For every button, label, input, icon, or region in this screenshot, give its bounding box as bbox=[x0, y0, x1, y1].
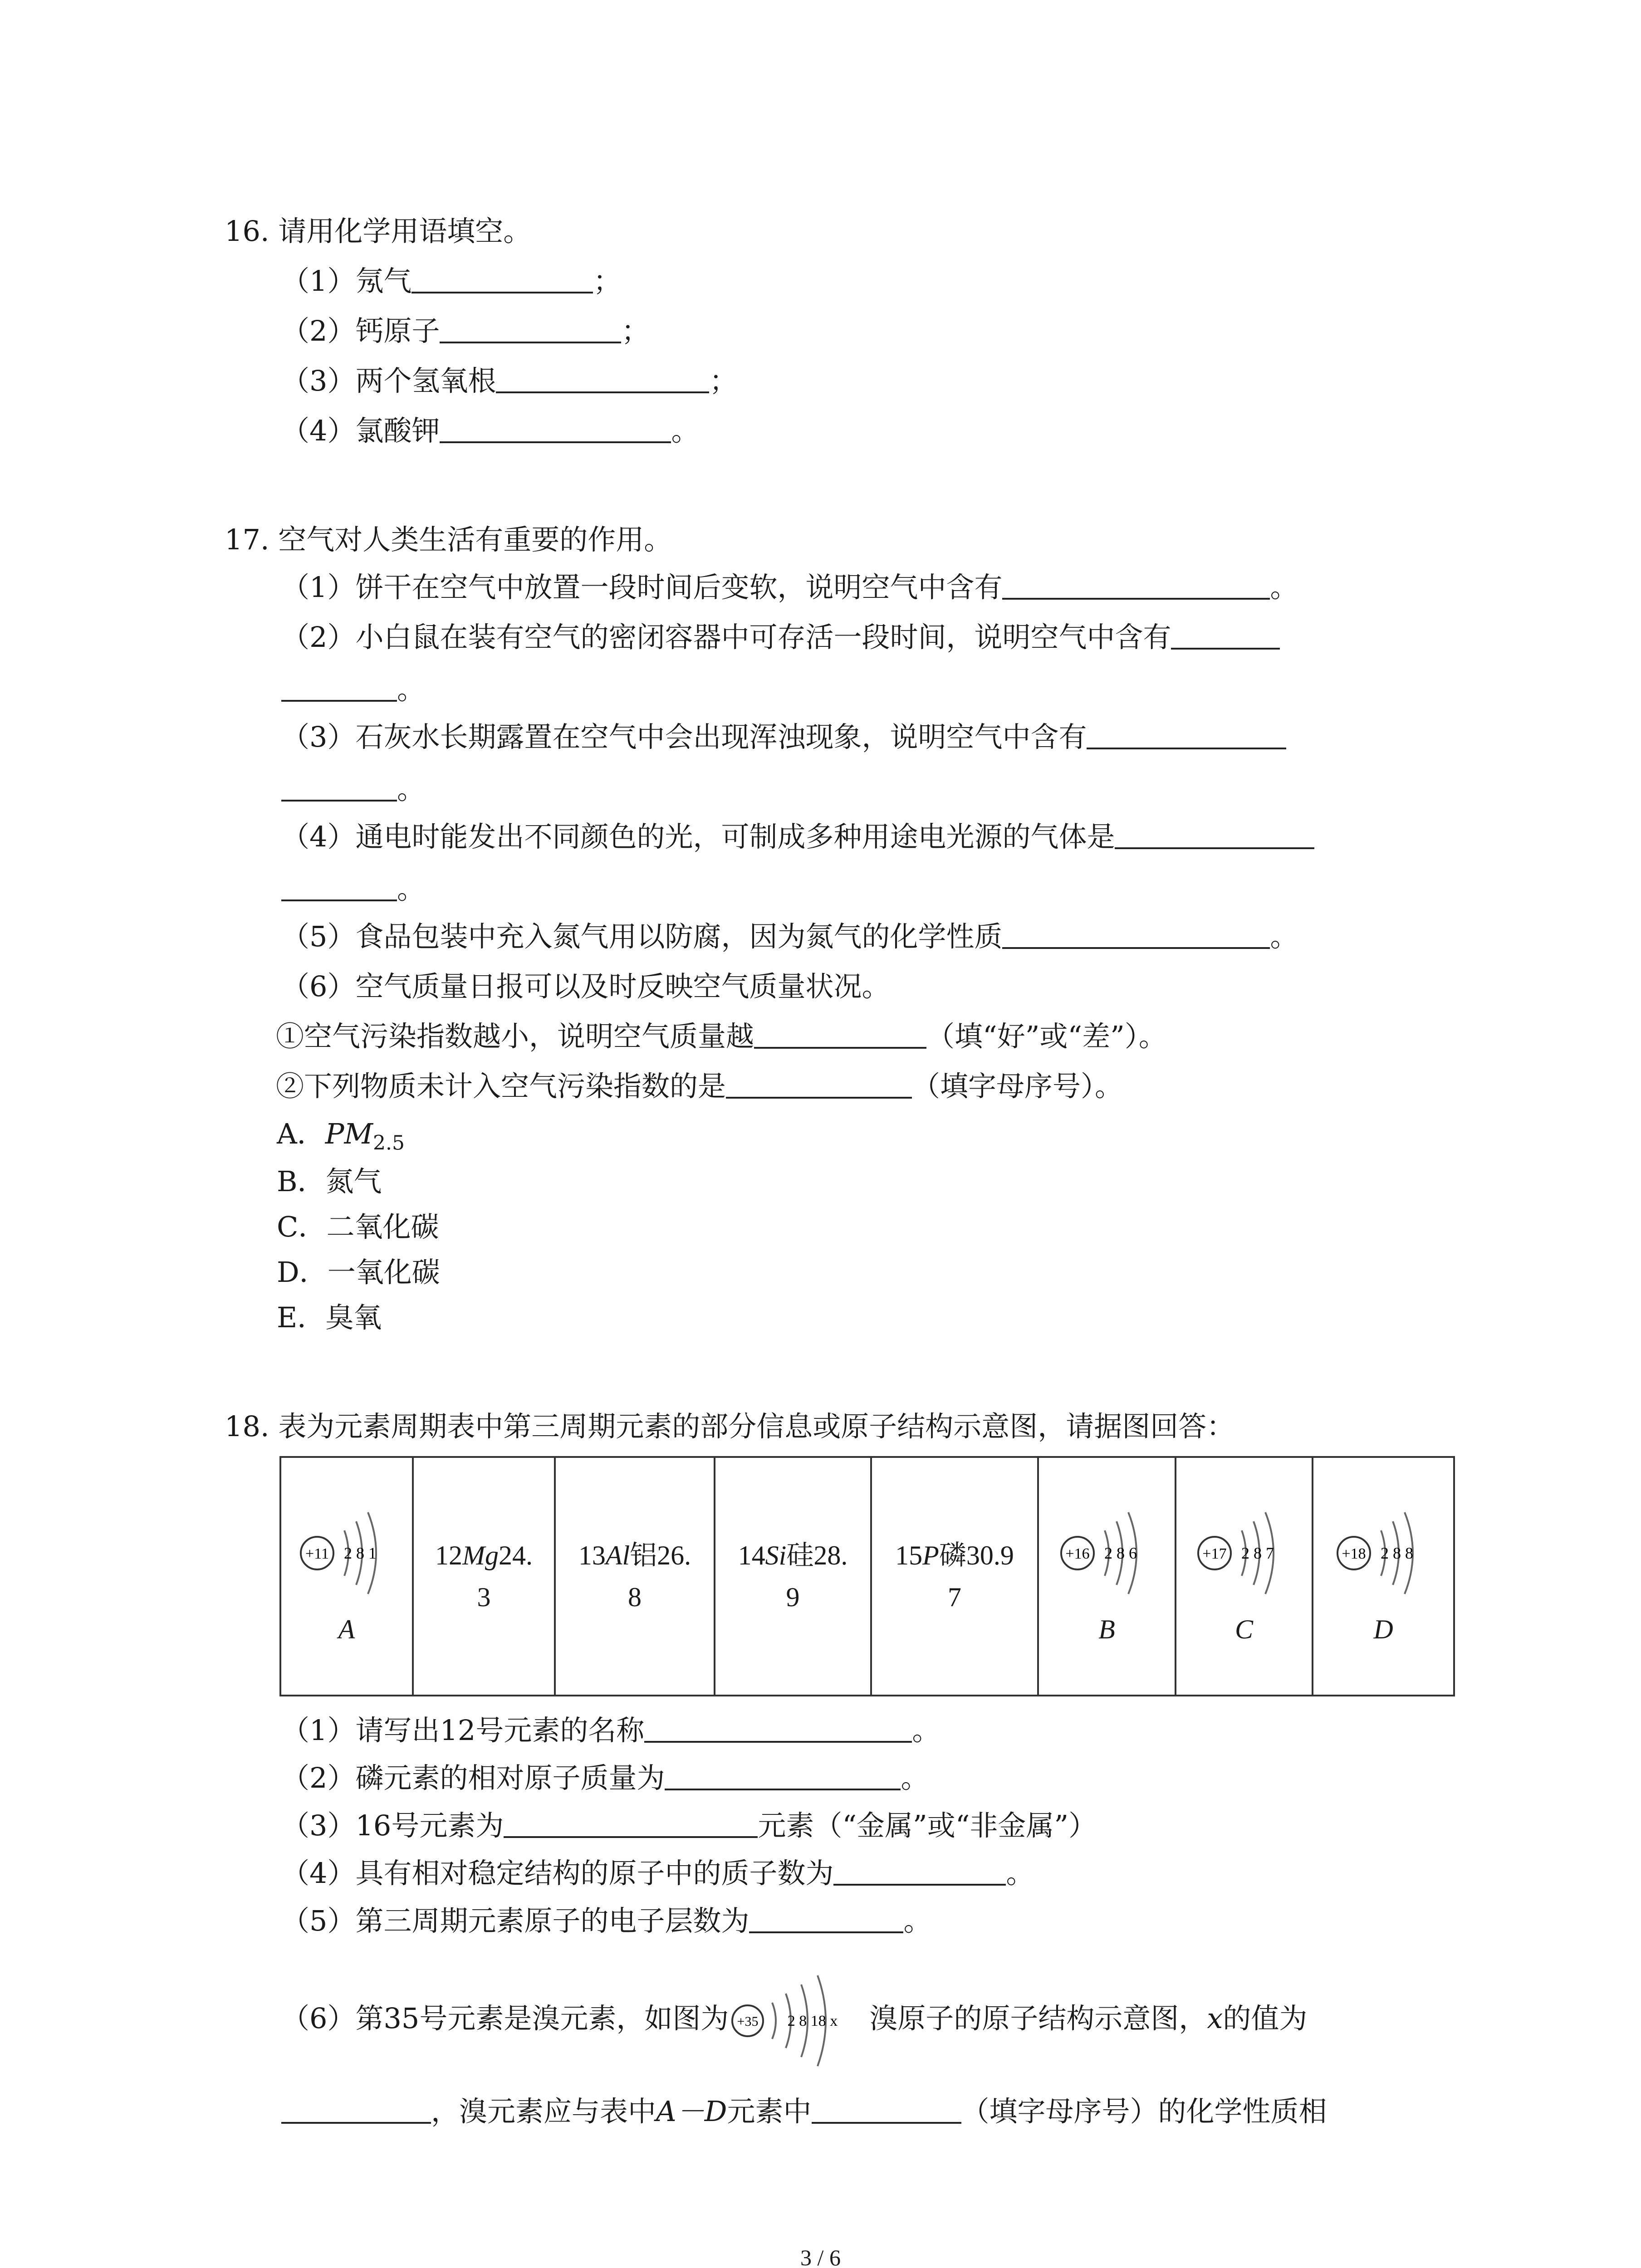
cell-atom-b bbox=[1038, 1457, 1176, 1696]
q17-part-3: （3）石灰水长期露置在空气中会出现浑浊现象，说明空气中含有 bbox=[281, 719, 1286, 755]
answer-blank[interactable] bbox=[1087, 719, 1286, 749]
cell-letter: C bbox=[1234, 1614, 1254, 1644]
q16-item-1: （1）氖气 ； bbox=[281, 264, 622, 298]
q17-part-4: （4）通电时能发出不同颜色的光，可制成多种用途电光源的气体是 bbox=[281, 819, 1314, 855]
bromine-atom-structure-icon bbox=[729, 1971, 869, 2071]
nucleus-label: +11 bbox=[305, 1545, 329, 1562]
q17-part-5: （5）食品包装中充入氮气用以防腐，因为氮气的化学性质 。 bbox=[281, 920, 1298, 953]
cell-letter: A bbox=[338, 1614, 355, 1644]
atom-structure-icon bbox=[1055, 1502, 1159, 1611]
q16-item-2: （2）钙原子 ； bbox=[281, 314, 650, 347]
shell-label: 2 8 8 bbox=[1381, 1544, 1413, 1562]
atom-structure-icon bbox=[294, 1502, 399, 1611]
nucleus-label: +16 bbox=[1065, 1545, 1090, 1562]
atom-structure-icon bbox=[1192, 1502, 1296, 1611]
nucleus-label: +18 bbox=[1342, 1545, 1366, 1562]
answer-blank[interactable] bbox=[665, 1760, 901, 1790]
q17-part-2-cont: 。 bbox=[281, 671, 425, 708]
q17-part-3-cont: 。 bbox=[281, 771, 425, 807]
answer-blank[interactable] bbox=[754, 1019, 926, 1049]
shell-label: 2 8 18 x bbox=[788, 2012, 838, 2029]
nucleus-label: +17 bbox=[1202, 1545, 1227, 1562]
cell-al: 13Al铝26. 8 bbox=[555, 1457, 715, 1696]
q18-part-3: （3）16号元素为 元素（“金属”或“非金属”） bbox=[281, 1809, 1097, 1842]
answer-blank[interactable] bbox=[833, 1856, 1006, 1886]
q17-sub-1: ①空气污染指数越小，说明空气质量越 （填“好”或“差”）。 bbox=[276, 1020, 1167, 1053]
atom-structure-icon bbox=[1331, 1502, 1435, 1611]
answer-blank[interactable] bbox=[1171, 620, 1280, 650]
q18-part-4: （4）具有相对稳定结构的原子中的质子数为 。 bbox=[281, 1857, 1034, 1890]
q16-title: 16. 请用化学用语填空。 bbox=[225, 215, 532, 248]
q17-option-d: D．一氧化碳 bbox=[277, 1256, 440, 1289]
answer-blank[interactable] bbox=[1002, 919, 1270, 949]
q17-part-1: （1）饼干在空气中放置一段时间后变软，说明空气中含有 。 bbox=[281, 571, 1298, 604]
cell-letter: D bbox=[1373, 1614, 1393, 1644]
cell-si: 14Si硅28. 9 bbox=[715, 1457, 871, 1696]
q17-title: 17. 空气对人类生活有重要的作用。 bbox=[225, 523, 672, 556]
answer-blank[interactable] bbox=[726, 1069, 912, 1099]
answer-blank[interactable] bbox=[440, 413, 671, 443]
shell-label: 2 8 7 bbox=[1241, 1544, 1274, 1562]
q18-part-5: （5）第三周期元素原子的电子层数为 。 bbox=[281, 1904, 932, 1937]
q17-option-b: B．氮气 bbox=[277, 1165, 382, 1198]
answer-blank[interactable] bbox=[749, 1903, 903, 1933]
answer-blank[interactable] bbox=[644, 1713, 912, 1743]
q17-sub-2: ②下列物质未计入空气污染指数的是 （填字母序号）。 bbox=[276, 1070, 1123, 1103]
answer-blank[interactable] bbox=[281, 871, 397, 901]
periodic-table-row bbox=[279, 1456, 1455, 1696]
answer-blank[interactable] bbox=[281, 672, 397, 702]
cell-atom-c bbox=[1176, 1457, 1313, 1696]
q17-option-a: A．$PM_{2.5}$ bbox=[277, 1117, 405, 1155]
answer-blank[interactable] bbox=[440, 313, 621, 343]
cell-letter: B bbox=[1098, 1614, 1115, 1644]
nucleus-label: +35 bbox=[737, 2014, 759, 2029]
cell-mg: 12Mg24. 3 bbox=[413, 1457, 555, 1696]
answer-blank[interactable] bbox=[1002, 570, 1270, 600]
q16-item-4: （4）氯酸钾 。 bbox=[281, 414, 700, 447]
answer-blank[interactable] bbox=[504, 1808, 758, 1838]
cell-atom-a bbox=[280, 1457, 413, 1696]
cell-p: 15P磷30.9 7 bbox=[871, 1457, 1038, 1696]
q18-part-6-cont: ，溴元素应与表中A－D元素中 （填字母序号）的化学性质相 bbox=[281, 2093, 1327, 2130]
answer-blank[interactable] bbox=[496, 363, 709, 393]
q16-item-3: （3）两个氢氧根 ； bbox=[281, 364, 738, 397]
answer-blank[interactable] bbox=[281, 772, 397, 802]
q17-option-c: C．二氧化碳 bbox=[277, 1210, 439, 1243]
answer-blank[interactable] bbox=[411, 264, 593, 293]
shell-label: 2 8 1 bbox=[344, 1544, 377, 1562]
answer-blank[interactable] bbox=[812, 2094, 961, 2124]
q17-part-6: （6）空气质量日报可以及时反映空气质量状况。 bbox=[281, 970, 890, 1003]
q17-part-4-cont: 。 bbox=[281, 871, 425, 907]
q18-part-6: （6）第35号元素是溴元素，如图为 +35 2 8 18 x 溴原子的原子结构示意图，x的值为 bbox=[281, 2000, 1307, 2039]
shell-label: 2 8 6 bbox=[1104, 1544, 1137, 1562]
page-number: 3 / 6 bbox=[800, 2245, 841, 2268]
answer-blank[interactable] bbox=[1115, 819, 1314, 849]
q17-option-e: E．臭氧 bbox=[277, 1301, 382, 1334]
answer-blank[interactable] bbox=[281, 2094, 431, 2124]
cell-atom-d bbox=[1313, 1457, 1454, 1696]
q17-part-2: （2）小白鼠在装有空气的密闭容器中可存活一段时间，说明空气中含有 bbox=[281, 619, 1280, 655]
q18-title: 18. 表为元素周期表中第三周期元素的部分信息或原子结构示意图，请据图回答： bbox=[225, 1410, 1235, 1443]
q18-part-2: （2）磷元素的相对原子质量为 。 bbox=[281, 1761, 929, 1794]
q18-part-1: （1）请写出12号元素的名称 。 bbox=[281, 1714, 941, 1747]
